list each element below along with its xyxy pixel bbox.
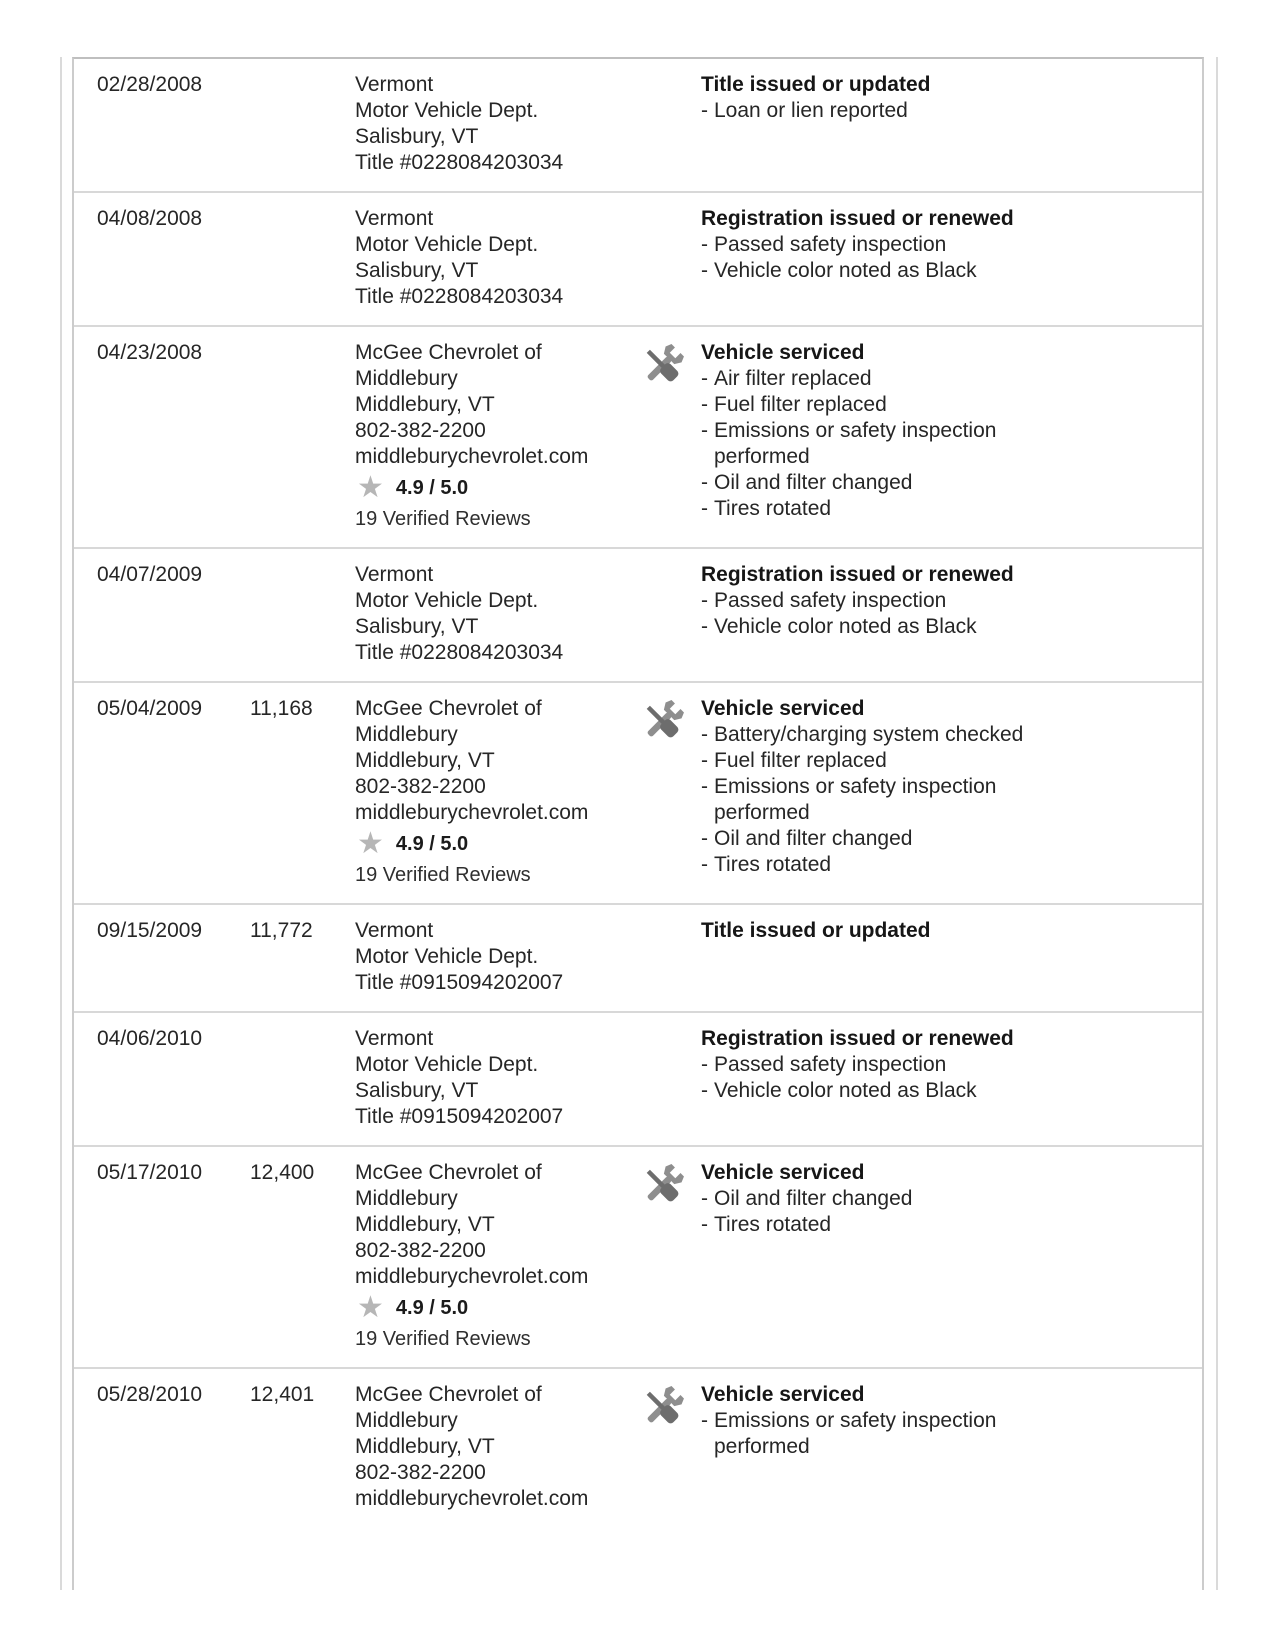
- page-left-rule: [60, 57, 62, 1590]
- source-address: [355, 340, 623, 470]
- history-record-row: [74, 325, 1202, 547]
- comment-title: Vehicle serviced: [701, 341, 865, 364]
- detail-text: Oil and filter changed: [714, 1187, 913, 1210]
- detail-text: Vehicle color noted as Black: [714, 259, 977, 282]
- detail-dash: -: [701, 1079, 708, 1102]
- source-line: McGee Chevrolet of Middlebury: [355, 341, 542, 390]
- verified-reviews-link: 19 Verified Reviews: [355, 508, 531, 530]
- record-source: [355, 562, 633, 666]
- verified-reviews-link: 19 Verified Reviews: [355, 1328, 531, 1350]
- comment-detail: [701, 852, 1176, 878]
- rating-score: 4.9 / 5.0: [395, 833, 469, 855]
- comment-detail: [701, 98, 1176, 124]
- detail-dash: -: [701, 589, 708, 612]
- comment-detail: [701, 418, 1176, 470]
- record-type-icon-cell: [633, 562, 701, 666]
- history-record-row: [74, 547, 1202, 681]
- detail-dash: -: [701, 749, 708, 772]
- record-comments: [701, 340, 1202, 532]
- source-address: [355, 206, 623, 310]
- source-address: [355, 72, 623, 176]
- comment-details: [701, 232, 1176, 284]
- source-address: [355, 1382, 623, 1512]
- record-mileage: 11,168: [250, 697, 313, 720]
- source-line: Title #0228084203034: [355, 151, 564, 174]
- source-line: middleburychevrolet.com: [355, 1487, 589, 1510]
- history-record-row: [74, 1011, 1202, 1145]
- comment-details: [701, 1408, 1176, 1460]
- source-line: Motor Vehicle Dept.: [355, 233, 539, 256]
- detail-text: Passed safety inspection: [714, 233, 947, 256]
- detail-text: Tires rotated: [714, 853, 832, 876]
- detail-dash: -: [701, 259, 708, 282]
- service-wrench-icon: [639, 1162, 686, 1209]
- service-wrench-icon: [639, 342, 686, 389]
- comment-detail: [701, 588, 1176, 614]
- record-source: [355, 1026, 633, 1130]
- comment-details: [701, 1186, 1176, 1238]
- source-line: Salisbury, VT: [355, 1079, 479, 1102]
- dealer-rating: [355, 1291, 623, 1324]
- source-line: Motor Vehicle Dept.: [355, 945, 539, 968]
- source-line: McGee Chevrolet of Middlebury: [355, 697, 542, 746]
- detail-dash: -: [701, 393, 708, 416]
- comment-detail: [701, 366, 1176, 392]
- record-type-icon-cell: [633, 1382, 701, 1512]
- record-source: [355, 340, 633, 532]
- comment-detail: [701, 1408, 1176, 1460]
- history-record-row: [74, 1367, 1202, 1527]
- comment-title: Title issued or updated: [701, 919, 931, 942]
- source-line: Motor Vehicle Dept.: [355, 589, 539, 612]
- history-record-row: [74, 59, 1202, 191]
- source-address: [355, 1160, 623, 1290]
- detail-dash: -: [701, 1213, 708, 1236]
- source-line: McGee Chevrolet of Middlebury: [355, 1161, 542, 1210]
- comment-details: [701, 366, 1176, 522]
- detail-text: Vehicle color noted as Black: [714, 1079, 977, 1102]
- comment-title: Vehicle serviced: [701, 1383, 865, 1406]
- detail-text: Emissions or safety inspection performed: [714, 419, 997, 468]
- record-date: 05/17/2010: [97, 1161, 203, 1184]
- comment-detail: [701, 826, 1176, 852]
- source-line: middleburychevrolet.com: [355, 445, 589, 468]
- detail-dash: -: [701, 1053, 708, 1076]
- comment-detail: [701, 774, 1176, 826]
- detail-dash: -: [701, 723, 708, 746]
- detail-dash: -: [701, 615, 708, 638]
- comment-details: [701, 98, 1176, 124]
- record-source: [355, 918, 633, 996]
- detail-dash: -: [701, 419, 708, 442]
- detail-text: Passed safety inspection: [714, 589, 947, 612]
- record-date: 05/04/2009: [97, 697, 203, 720]
- source-line: Motor Vehicle Dept.: [355, 1053, 539, 1076]
- record-source: [355, 696, 633, 888]
- detail-dash: -: [701, 471, 708, 494]
- dealer-rating: [355, 827, 623, 860]
- record-mileage: 12,401: [250, 1383, 315, 1406]
- comment-detail: [701, 722, 1176, 748]
- history-record-row: [74, 681, 1202, 903]
- record-date: 02/28/2008: [97, 73, 203, 96]
- record-source: [355, 72, 633, 176]
- source-address: [355, 562, 623, 666]
- rating-score: 4.9 / 5.0: [395, 1297, 469, 1319]
- comment-detail: [701, 748, 1176, 774]
- record-type-icon-cell: [633, 340, 701, 532]
- record-mileage: 11,772: [250, 919, 313, 942]
- detail-text: Vehicle color noted as Black: [714, 615, 977, 638]
- comment-details: [701, 588, 1176, 640]
- detail-text: Tires rotated: [714, 1213, 832, 1236]
- detail-text: Emissions or safety inspection performed: [714, 1409, 997, 1458]
- source-address: [355, 918, 623, 996]
- detail-dash: -: [701, 497, 708, 520]
- detail-dash: -: [701, 827, 708, 850]
- comment-details: [701, 722, 1176, 878]
- source-line: 802-382-2200: [355, 419, 486, 442]
- comment-title: Vehicle serviced: [701, 1161, 865, 1184]
- source-line: Title #0228084203034: [355, 285, 564, 308]
- detail-text: Fuel filter replaced: [714, 749, 887, 772]
- rating-score: 4.9 / 5.0: [395, 477, 469, 499]
- source-line: middleburychevrolet.com: [355, 801, 589, 824]
- detail-dash: -: [701, 233, 708, 256]
- record-type-icon-cell: [633, 1160, 701, 1352]
- source-line: 802-382-2200: [355, 1461, 486, 1484]
- detail-text: Oil and filter changed: [714, 827, 913, 850]
- comment-detail: [701, 470, 1176, 496]
- record-date: 04/08/2008: [97, 207, 203, 230]
- record-mileage: [250, 206, 355, 310]
- detail-text: Loan or lien reported: [714, 99, 908, 122]
- comment-detail: [701, 1078, 1176, 1104]
- history-record-row: [74, 191, 1202, 325]
- source-address: [355, 696, 623, 826]
- source-line: Vermont: [355, 1027, 434, 1050]
- record-type-icon-cell: [633, 72, 701, 176]
- source-line: middleburychevrolet.com: [355, 1265, 589, 1288]
- record-type-icon-cell: [633, 206, 701, 310]
- source-line: Motor Vehicle Dept.: [355, 99, 539, 122]
- star-icon: ★: [357, 471, 384, 504]
- detail-text: Passed safety inspection: [714, 1053, 947, 1076]
- record-date: 04/06/2010: [97, 1027, 203, 1050]
- record-comments: [701, 206, 1202, 310]
- source-line: Middlebury, VT: [355, 1435, 495, 1458]
- source-line: 802-382-2200: [355, 1239, 486, 1262]
- source-address: [355, 1026, 623, 1130]
- record-type-icon-cell: [633, 696, 701, 888]
- comment-detail: [701, 496, 1176, 522]
- record-mileage: 12,400: [250, 1161, 315, 1184]
- record-comments: [701, 1026, 1202, 1130]
- detail-text: Fuel filter replaced: [714, 393, 887, 416]
- source-line: Vermont: [355, 919, 434, 942]
- record-comments: [701, 1160, 1202, 1352]
- detail-text: Tires rotated: [714, 497, 832, 520]
- record-mileage: [250, 562, 355, 666]
- record-source: [355, 1160, 633, 1352]
- record-type-icon-cell: [633, 918, 701, 996]
- source-line: Title #0915094202007: [355, 1105, 564, 1128]
- source-line: Vermont: [355, 73, 434, 96]
- detail-dash: -: [701, 1409, 708, 1432]
- comment-title: Registration issued or renewed: [701, 563, 1014, 586]
- source-line: 802-382-2200: [355, 775, 486, 798]
- record-comments: [701, 696, 1202, 888]
- record-date: 09/15/2009: [97, 919, 203, 942]
- record-date: 04/07/2009: [97, 563, 203, 586]
- comment-details: [701, 1052, 1176, 1104]
- page-right-rule: [1216, 57, 1218, 1590]
- comment-detail: [701, 614, 1176, 640]
- verified-reviews-link: 19 Verified Reviews: [355, 864, 531, 886]
- comment-title: Registration issued or renewed: [701, 207, 1014, 230]
- detail-dash: -: [701, 1187, 708, 1210]
- record-source: [355, 1382, 633, 1512]
- comment-detail: [701, 258, 1176, 284]
- detail-text: Air filter replaced: [714, 367, 872, 390]
- detail-dash: -: [701, 367, 708, 390]
- source-line: McGee Chevrolet of Middlebury: [355, 1383, 542, 1432]
- record-mileage: [250, 72, 355, 176]
- record-source: [355, 206, 633, 310]
- service-wrench-icon: [639, 1384, 686, 1431]
- record-comments: [701, 72, 1202, 176]
- detail-text: Emissions or safety inspection performed: [714, 775, 997, 824]
- source-line: Salisbury, VT: [355, 615, 479, 638]
- star-icon: ★: [357, 1291, 384, 1324]
- source-line: Middlebury, VT: [355, 393, 495, 416]
- source-line: Title #0915094202007: [355, 971, 564, 994]
- source-line: Middlebury, VT: [355, 749, 495, 772]
- dealer-rating: [355, 471, 623, 504]
- history-record-row: [74, 903, 1202, 1011]
- record-mileage: [250, 1026, 355, 1130]
- source-line: Title #0228084203034: [355, 641, 564, 664]
- comment-detail: [701, 1212, 1176, 1238]
- source-line: Vermont: [355, 207, 434, 230]
- detail-text: Oil and filter changed: [714, 471, 913, 494]
- detail-dash: -: [701, 775, 708, 798]
- history-record-row: [74, 1145, 1202, 1367]
- service-wrench-icon: [639, 698, 686, 745]
- comment-title: Title issued or updated: [701, 73, 931, 96]
- source-line: Middlebury, VT: [355, 1213, 495, 1236]
- detail-text: Battery/charging system checked: [714, 723, 1024, 746]
- source-line: Vermont: [355, 563, 434, 586]
- record-date: 05/28/2010: [97, 1383, 203, 1406]
- comment-detail: [701, 1052, 1176, 1078]
- source-line: Salisbury, VT: [355, 259, 479, 282]
- star-icon: ★: [357, 827, 384, 860]
- record-comments: [701, 1382, 1202, 1512]
- detail-dash: -: [701, 853, 708, 876]
- comment-detail: [701, 232, 1176, 258]
- detail-dash: -: [701, 99, 708, 122]
- comment-title: Registration issued or renewed: [701, 1027, 1014, 1050]
- record-comments: [701, 918, 1202, 996]
- record-date: 04/23/2008: [97, 341, 203, 364]
- record-comments: [701, 562, 1202, 666]
- source-line: Salisbury, VT: [355, 125, 479, 148]
- record-mileage: [250, 340, 355, 532]
- comment-detail: [701, 392, 1176, 418]
- comment-detail: [701, 1186, 1176, 1212]
- history-table: [72, 57, 1204, 1590]
- comment-title: Vehicle serviced: [701, 697, 865, 720]
- record-type-icon-cell: [633, 1026, 701, 1130]
